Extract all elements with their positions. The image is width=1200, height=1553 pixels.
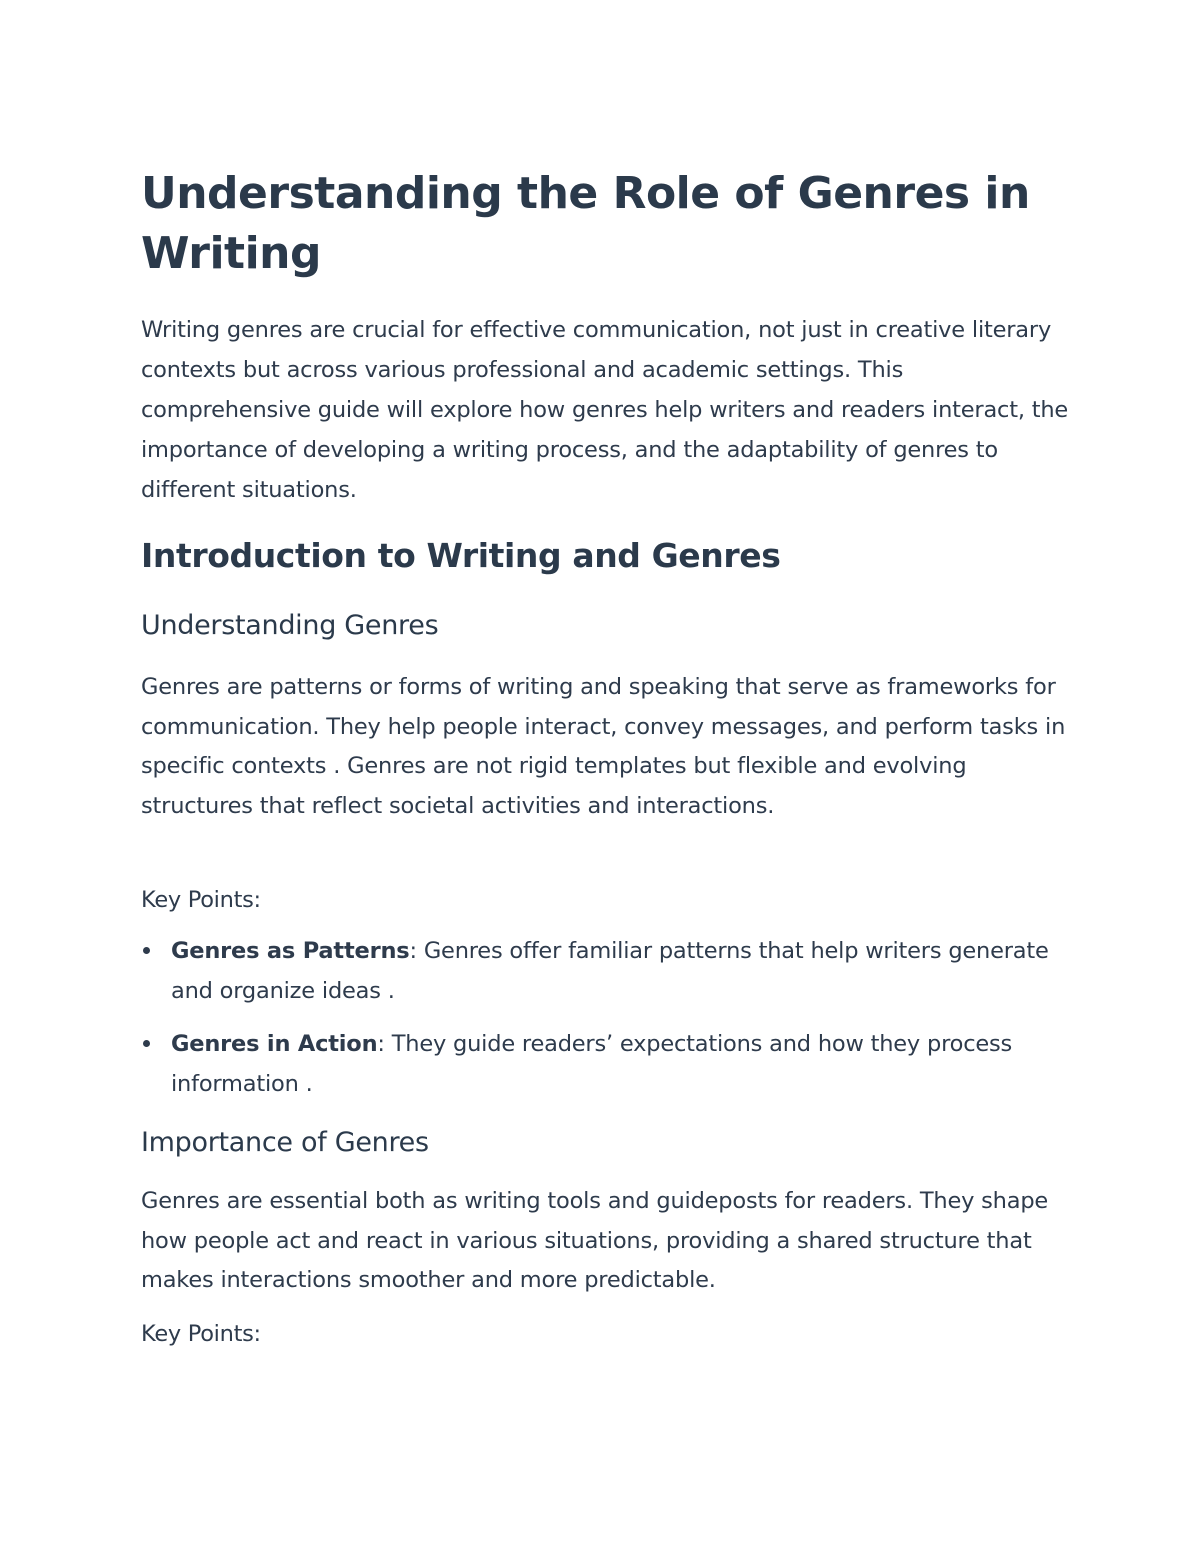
list-item-term: Genres as Patterns bbox=[171, 938, 410, 964]
bullet-icon bbox=[143, 947, 150, 954]
list-item-text: : They guide readers’ expectations and how they process information . bbox=[171, 1031, 1013, 1097]
key-points-label: Key Points: bbox=[141, 1321, 261, 1347]
list-item-term: Genres in Action bbox=[171, 1031, 378, 1057]
key-points-list bbox=[141, 931, 1071, 1117]
subsection-heading-importance-of-genres: Importance of Genres bbox=[141, 1127, 429, 1158]
document-title: Understanding the Role of Genres in Writing bbox=[141, 168, 1030, 279]
subsection-heading-understanding-genres: Understanding Genres bbox=[141, 610, 439, 641]
bullet-icon bbox=[143, 1040, 150, 1047]
list-item-text: : Genres offer familiar patterns that help writers generate and organize ideas . bbox=[171, 938, 1049, 1004]
understanding-genres-paragraph: Genres are patterns or forms of writing and speaking that serve as frameworks for communication. They help people interact, convey messages, and perform tasks in specific contexts . Genres are not rigid templates but flexible and evolving structures that reflect societal activities and interactions. bbox=[141, 674, 1066, 819]
key-points-label: Key Points: bbox=[141, 887, 261, 913]
list-item bbox=[141, 1024, 1071, 1104]
list-item bbox=[141, 931, 1071, 1011]
importance-of-genres-paragraph: Genres are essential both as writing tools and guideposts for readers. They shape how people act and react in various situations, providing a shared structure that makes interactions smoother and more predictable. bbox=[141, 1188, 1049, 1293]
section-heading: Introduction to Writing and Genres bbox=[141, 536, 781, 575]
intro-paragraph: Writing genres are crucial for effective communication, not just in creative literary contexts but across various professional and academic settings. This comprehensive guide will explore how genres help writers and readers interact, the importance of developing a writing process, and the adaptability of genres to different situations. bbox=[141, 317, 1069, 503]
